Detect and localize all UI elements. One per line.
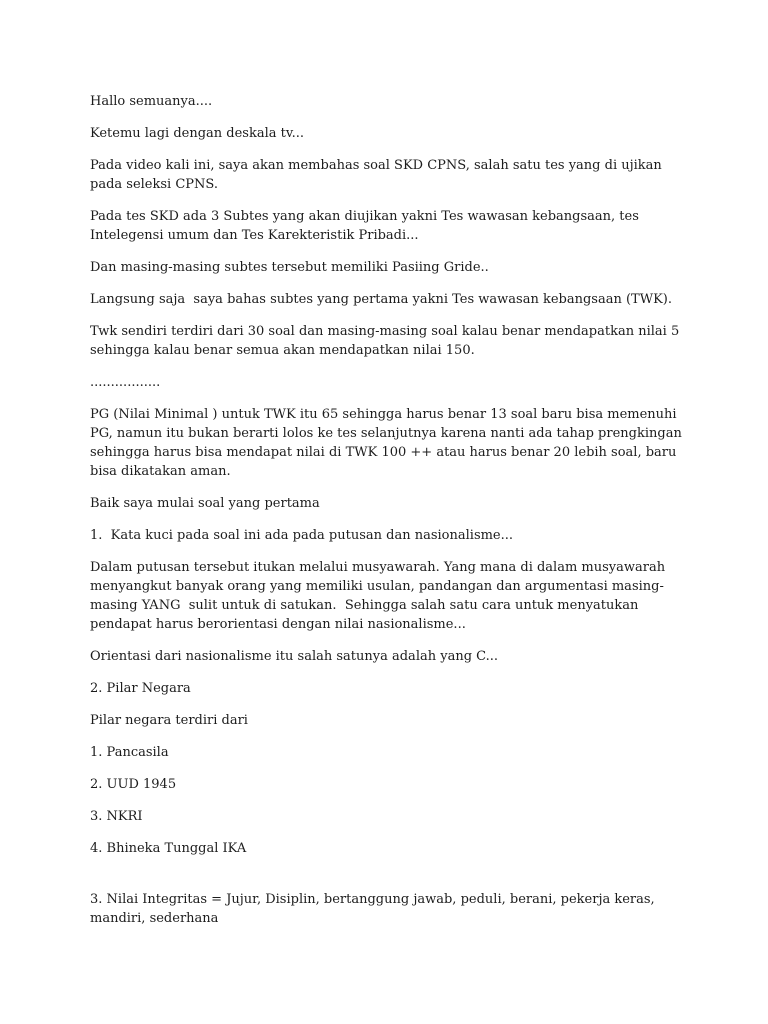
paragraph-greeting: Hallo semuanya....	[90, 94, 213, 109]
paragraph-question-3: 3. Nilai Integritas = Jujur, Disiplin, bertanggung jawab, peduli, berani, pekerja keras, mandiri, sederhana	[90, 892, 659, 926]
paragraph-question-2: 2. Pilar Negara	[90, 681, 191, 696]
paragraph-twk-scoring: Twk sendiri terdiri dari 30 soal dan masing-masing soal kalau benar mendapatkan nilai 5 sehingga kalau benar semua akan mendapatkan nilai 150.	[90, 324, 684, 358]
paragraph-skd-subtests: Pada tes SKD ada 3 Subtes yang akan diujikan yakni Tes wawasan kebangsaan, tes Intelegensi umum dan Tes Karekteristik Pribadi...	[90, 209, 644, 243]
list-item-nkri: 3. NKRI	[90, 809, 143, 824]
paragraph-start-questions: Baik saya mulai soal yang pertama	[90, 496, 320, 511]
paragraph-passing-grade: Dan masing-masing subtes tersebut memiliki Pasiing Gride..	[90, 260, 489, 275]
paragraph-musyawarah: Dalam putusan tersebut itukan melalui musyawarah. Yang mana di dalam musyawarah menyangkut banyak orang yang memiliki usulan, pandangan dan argumentasi masing-masing YANG sulit untuk di satukan. Sehingga salah satu cara untuk menyatukan pendapat harus berorientasi dengan nilai nasionalisme...	[90, 560, 670, 632]
list-item-pancasila: 1. Pancasila	[90, 745, 169, 760]
paragraph-orientation-answer: Orientasi dari nasionalisme itu salah satunya adalah yang C...	[90, 649, 499, 664]
paragraph-pillars-intro: Pilar negara terdiri dari	[90, 713, 248, 728]
document-body	[90, 92, 690, 941]
paragraph-video-topic: Pada video kali ini, saya akan membahas soal SKD CPNS, salah satu tes yang di ujikan pada seleksi CPNS.	[90, 158, 666, 192]
paragraph-twk-intro: Langsung saja saya bahas subtes yang pertama yakni Tes wawasan kebangsaan (TWK).	[90, 292, 672, 307]
paragraph-pg-minimum: PG (Nilai Minimal ) untuk TWK itu 65 sehingga harus benar 13 soal baru bisa memenuhi PG, namun itu bukan berarti lolos ke tes selanjutnya karena nanti ada tahap prengkingan sehingga harus bisa mendapat nilai di TWK 100 ++ atau harus benar 20 lebih soal, baru bisa dikatakan aman.	[90, 407, 686, 479]
paragraph-separator-dots: .................	[90, 375, 161, 390]
paragraph-question-1: 1. Kata kuci pada soal ini ada pada putusan dan nasionalisme...	[90, 528, 514, 543]
list-item-uud-1945: 2. UUD 1945	[90, 777, 177, 792]
list-item-bhineka: 4. Bhineka Tunggal IKA	[90, 841, 247, 856]
paragraph-intro: Ketemu lagi dengan deskala tv...	[90, 126, 305, 141]
